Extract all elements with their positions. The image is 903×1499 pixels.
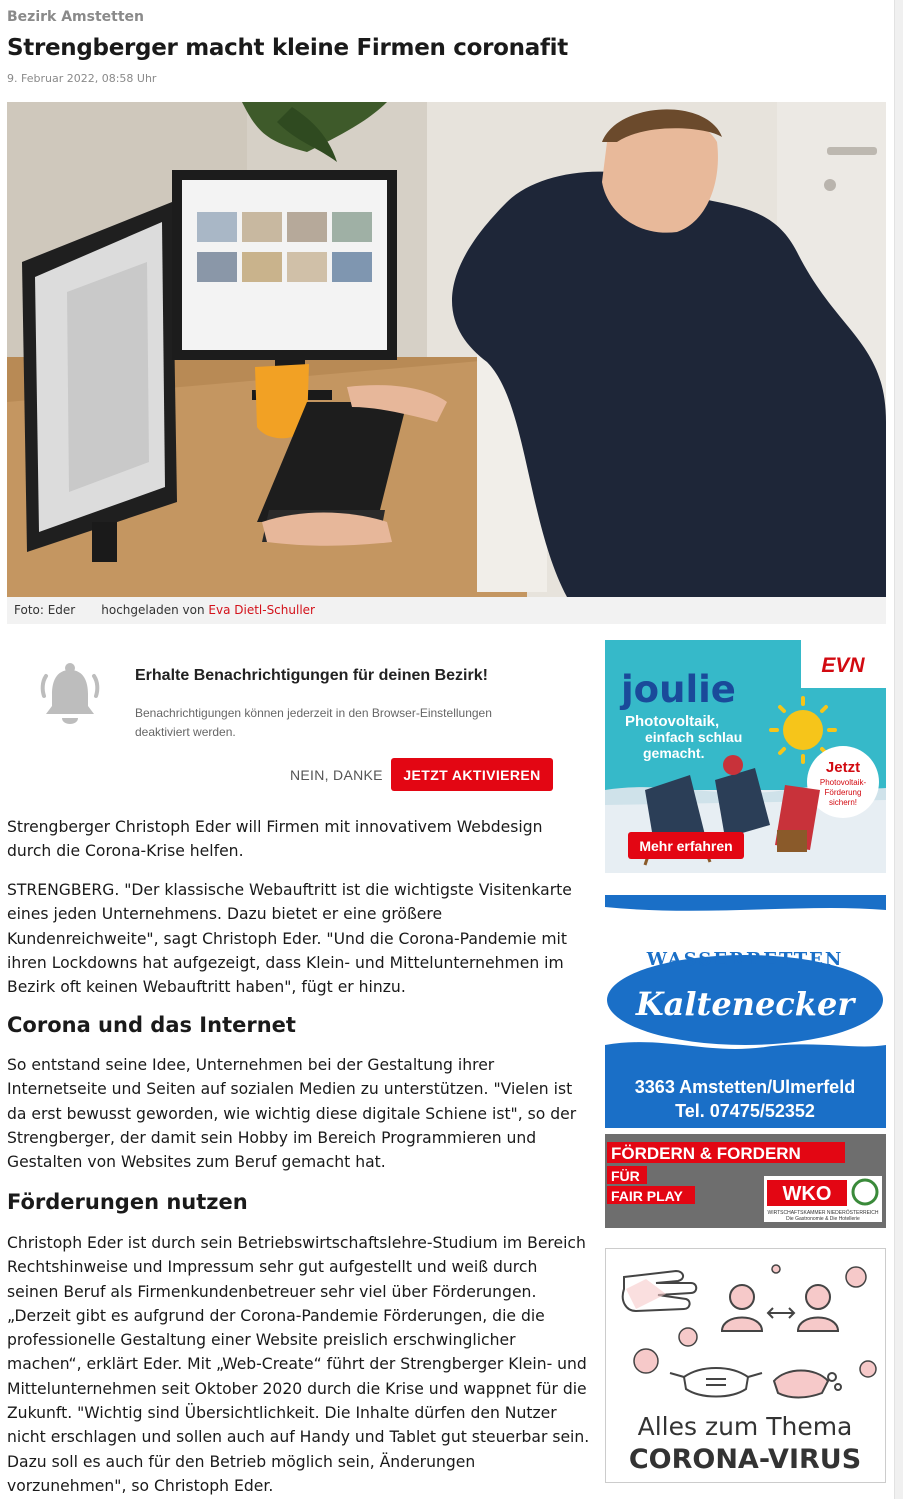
- evn-badge: Photovoltaik-: [819, 778, 867, 787]
- wko-line: FÖRDERN & FORDERN: [611, 1144, 801, 1163]
- notification-title: Erhalte Benachrichtigungen für deinen Bezirk!: [135, 667, 488, 684]
- evn-badge: Förderung: [824, 788, 862, 797]
- decline-button[interactable]: NEIN, DANKE: [290, 767, 383, 783]
- article-paragraph: Christoph Eder ist durch sein Betriebswirtschaftslehre-Studium im Bereich Rechtshinweise und Impressum sehr gut aufgestellt und weiß durch seinen Beruf als Firmenkundenbetreuer sehr viel über Förderungen. „Derzeit gibt es aufgrund der Corona-Pandemie Förderungen, die die professionelle Gestaltung einer Website preislich erschwinglicher machen“, erklärt Eder. Mit „Web-Create“ führt der Strengberger Klein- und Mittelunternehmen seit Oktober 2020 durch die Krise und wappnet für die Zukunft. "Wichtig sind Übersichtlichkeit. Die Inhalte dürfen den Nutzer nicht erschlagen und sollen auch auf Handy und Tablet gut steuerbar sein. Dazu soll es auch für den Betrieb möglich sein, Änderungen vorzunehmen", so Christoph Eder.: [7, 1234, 590, 1495]
- corona-ad-line: CORONA-VIRUS: [628, 1444, 862, 1475]
- photo-caption: [7, 597, 886, 624]
- evn-line: einfach schlau: [645, 729, 743, 745]
- wasserbetten-line: 3363 Amstetten/Ulmerfeld: [634, 1077, 856, 1097]
- wko-ad-graphic: [605, 1134, 886, 1228]
- wasserbetten-line: Tel. 07475/52352: [675, 1101, 815, 1121]
- article-photo[interactable]: [7, 102, 886, 597]
- photo-illustration: [7, 102, 886, 597]
- article-title: Strengberger macht kleine Firmen coronafit: [7, 35, 568, 61]
- wasserbetten-ad-graphic: [605, 895, 886, 1128]
- wko-ad[interactable]: [605, 1134, 886, 1228]
- section-heading: Förderungen nutzen: [7, 1190, 248, 1214]
- mehr-erfahren-button: Mehr erfahren: [639, 838, 733, 854]
- evn-badge: Jetzt: [825, 759, 861, 776]
- bell-icon: [40, 662, 100, 732]
- wko-logo: WKO: [782, 1183, 832, 1205]
- wko-line: FAIR PLAY: [611, 1188, 683, 1204]
- evn-line: gemacht.: [643, 745, 705, 761]
- wasserbetten-line: Kaltenecker: [635, 985, 855, 1023]
- section-heading: Corona und das Internet: [7, 1013, 296, 1037]
- joulie-logo: joulie: [621, 668, 736, 711]
- corona-ad-graphic: [606, 1249, 885, 1482]
- activate-button[interactable]: JETZT AKTIVIEREN: [391, 758, 553, 791]
- article-lead: Strengberger Christoph Eder will Firmen mit innovativem Webdesign durch die Corona-Krise helfen.: [7, 818, 543, 861]
- wasserbetten-line: WASSERBETTEN: [646, 949, 844, 970]
- evn-badge: sichern!: [828, 798, 858, 807]
- article-date: 9. Februar 2022, 08:58 Uhr: [7, 72, 157, 85]
- notification-text: Benachrichtigungen können jederzeit in den Browser-Einstellungen deaktiviert werden.: [135, 706, 492, 739]
- corona-virus-ad[interactable]: [605, 1248, 886, 1483]
- scrollbar[interactable]: [894, 0, 903, 1499]
- wko-sub: Die Gastronomie & Die Hotellerie: [786, 1216, 860, 1222]
- corona-ad-line: Alles zum Thema: [637, 1412, 853, 1441]
- article-paragraph: STRENGBERG. "Der klassische Webauftritt ist die wichtigste Visitenkarte eines jeden Unternehmens. Dazu bietet er eine größere Kundenreichweite", sagt Christoph Eder. "Und die Corona-Pandemie mit ihren Lockdowns hat aufgezeigt, dass Klein- und Mittelunternehmen im Bezirk oft keinen Webauftritt haben", fügt er hinzu.: [7, 881, 572, 997]
- evn-ad-graphic: [605, 640, 886, 873]
- notification-prompt: [7, 640, 587, 800]
- evn-line: Photovoltaik,: [625, 713, 720, 730]
- wko-sub: WIRTSCHAFTSKAMMER NIEDERÖSTERREICH: [767, 1210, 879, 1216]
- photo-credit: Foto: Eder: [14, 603, 76, 617]
- evn-logo: EVN: [821, 654, 865, 677]
- evn-joulie-ad[interactable]: [605, 640, 886, 873]
- author-link[interactable]: Eva Dietl-Schuller: [208, 603, 315, 617]
- wko-line: FÜR: [611, 1168, 640, 1184]
- wasserbetten-ad[interactable]: [605, 895, 886, 1128]
- uploaded-by-label: hochgeladen von: [101, 603, 205, 617]
- district-label[interactable]: Bezirk Amstetten: [7, 9, 144, 25]
- article-paragraph: So entstand seine Idee, Unternehmen bei der Gestaltung ihrer Internetseite und Seiten auf sozialen Medien zu unterstützen. "Vielen ist da erst bewusst geworden, wie wichtig diese digitale Schiene ist", so der Strengberger, der damit sein Hobby im Bereich Programmieren und Gestalten von Websites zum Beruf gemacht hat.: [7, 1056, 577, 1172]
